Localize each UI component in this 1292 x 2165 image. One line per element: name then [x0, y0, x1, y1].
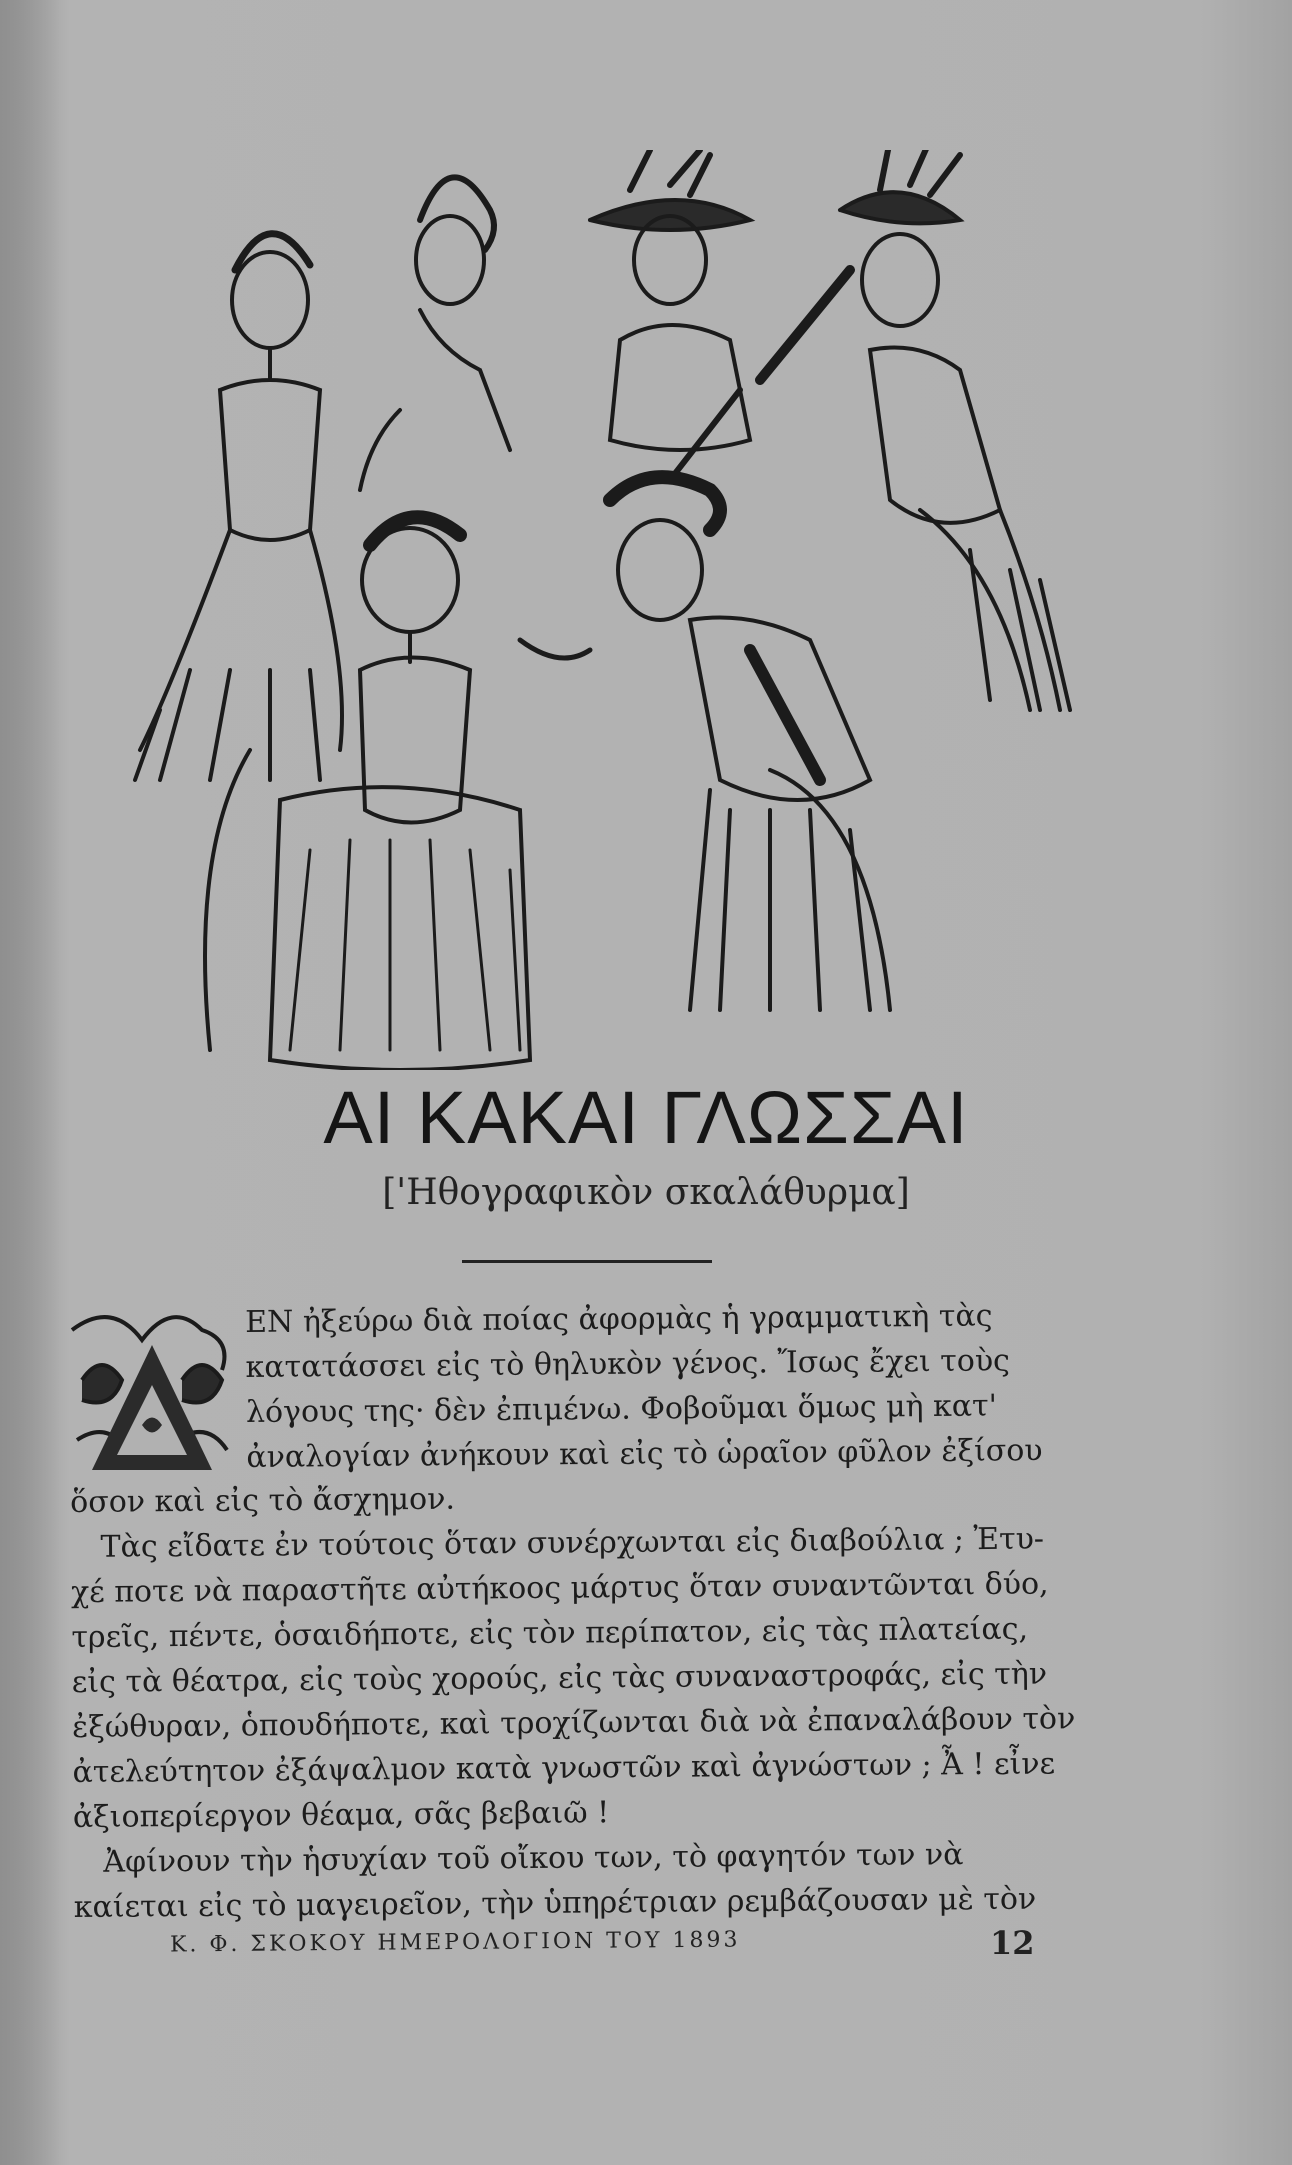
title-divider [462, 1260, 712, 1263]
text-line: εἰς τὰ θέατρα, εἰς τοὺς χορούς, εἰς τὰς συναναστροφάς, εἰς τὴν [71, 1656, 1048, 1700]
text-line: κατατάσσει εἰς τὸ θηλυκὸν γένος. Ἴσως ἔχει τοὺς [245, 1343, 1011, 1385]
woman-figure-1 [135, 234, 342, 780]
text-line: ἀτελεύτητον ἐξάψαλμον κατὰ γνωστῶν καὶ ἀγνώστων ; Ἆ ! εἶνε [72, 1746, 1056, 1790]
text-line: χέ ποτε νὰ παραστῆτε αὐτήκοος μάρτυς ὅταν συναντῶνται δύο, [70, 1566, 1049, 1610]
text-line: ἐξώθυραν, ὁπουδήποτε, καὶ τροχίζωνται διὰ νὰ ἐπαναλάβουν τὸν [72, 1701, 1076, 1745]
paragraph-opening [245, 1292, 1107, 1479]
decorative-initial-letter [62, 1300, 242, 1485]
text-line: ἀξιοπερίεργον θέαμα, σᾶς βεβαιῶ ! [72, 1795, 610, 1835]
text-line: καίεται εἰς τὸ μαγειρεῖον, τὴν ὑπηρέτριαν ρεμβάζουσαν μὲ τὸν [73, 1881, 1037, 1925]
running-footer: Κ. Φ. ΣΚΟΚΟΥ ΗΜΕΡΟΛΟΓΙΟΝ ΤΟΥ 1893 [169, 1927, 741, 1958]
text-line: λόγους της· δὲν ἐπιμένω. Φοβοῦμαι ὅμως μὴ κατ' [245, 1388, 998, 1430]
article-subtitle: ['Ηθογραφικὸν σκαλάθυρμα] [382, 1172, 910, 1213]
woman-figure-4 [840, 150, 1070, 710]
gossip-illustration [70, 150, 1170, 1070]
text-line: Ἀφίνουν τὴν ἡσυχίαν τοῦ οἴκου των, τὸ φαγητόν των νὰ [103, 1837, 964, 1880]
woman-figure-3 [590, 150, 850, 480]
text-line: ἀναλογίαν ἀνήκουν καὶ εἰς τὸ ὡραῖον φῦλον ἐξίσου [246, 1433, 1043, 1475]
woman-figure-2 [360, 177, 510, 490]
article-body [70, 1471, 1104, 1930]
woman-figure-5 [205, 517, 530, 1070]
text-line: Τὰς εἴδατε ἐν τούτοις ὅταν συνέρχωνται εἰς διαβούλια ; Ἐτυ- [100, 1521, 1045, 1565]
text-line: ὅσον καὶ εἰς τὸ ἄσχημον. [70, 1481, 456, 1520]
text-line: ΕΝ ἠξεύρω διὰ ποίας ἀφορμὰς ἡ γραμματικὴ τὰς [245, 1298, 993, 1340]
page-number: 12 [990, 1924, 1035, 1962]
woman-figure-6 [520, 477, 890, 1010]
article-title: ΑΙ ΚΑΚΑΙ ΓΛΩΣΣΑΙ [323, 1076, 969, 1159]
text-line: τρεῖς, πέντε, ὁσαιδήποτε, εἰς τὸν περίπατον, εἰς τὰς πλατείας, [71, 1611, 1029, 1655]
